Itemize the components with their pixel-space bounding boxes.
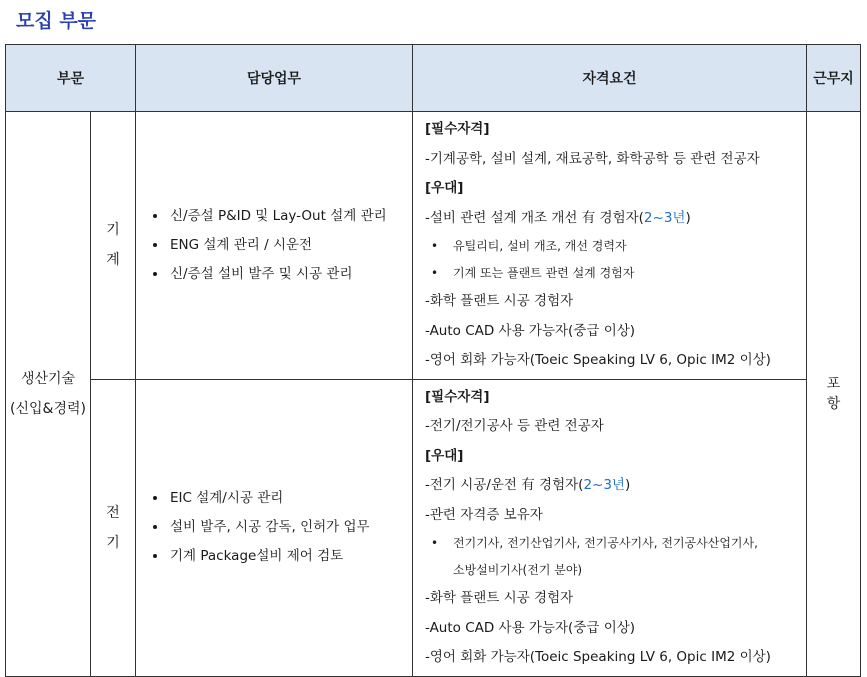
required-item: -기계공학, 설비 설계, 재료공학, 화학공학 등 관련 전공자 — [425, 150, 760, 167]
subdivision-char: 계 — [106, 252, 120, 269]
bullet-icon: • — [431, 536, 439, 550]
duty-item: • ENG 설계 관리 / 시운전 — [168, 231, 412, 260]
required-heading: [필수자격] — [425, 388, 490, 405]
preferred-item: -화학 플랜트 시공 경험자 — [425, 293, 574, 309]
header-requirements: 자격요건 — [413, 45, 807, 112]
preferred-item: -영어 회화 가능자(Toeic Speaking LV 6, Opic IM2 이상) — [425, 649, 771, 665]
preferred-heading: [우대] — [425, 447, 464, 464]
location-char: 포 — [826, 375, 841, 392]
requirements-mechanical — [413, 112, 807, 380]
location-cell — [807, 112, 861, 677]
location-char: 항 — [826, 395, 841, 412]
preferred-subitem: • 전기기사, 전기산업기사, 전기공사기사, 전기공사산업기사, — [425, 530, 806, 557]
required-heading: [필수자격] — [425, 121, 490, 137]
duties-mechanical — [136, 112, 413, 380]
preferred-item: -영어 회화 가능자(Toeic Speaking LV 6, Opic IM2 이상) — [425, 352, 771, 368]
duty-item: • 신/증설 설비 발주 및 시공 관리 — [168, 260, 412, 289]
preferred-item: -설비 관련 설계 개조 개선 有 경험자(2~3년) — [425, 209, 691, 226]
header-location: 근무지 — [807, 45, 861, 112]
page-title: 모집 부문 — [16, 10, 97, 32]
duties-electrical — [136, 379, 413, 676]
requirements-electrical — [413, 379, 807, 676]
header-duties: 담당업무 — [136, 45, 413, 112]
header-division: 부문 — [6, 45, 136, 112]
bullet-icon: • — [431, 266, 439, 280]
division-name: 생산기술 — [20, 370, 76, 387]
division-type: (신입&경력) — [10, 400, 86, 417]
subdivision-mechanical — [91, 112, 136, 380]
preferred-item: -Auto CAD 사용 가능자(중급 이상) — [425, 619, 636, 636]
table-header-row — [6, 45, 861, 112]
preferred-item: -Auto CAD 사용 가능자(중급 이상) — [425, 322, 636, 339]
required-item: -전기/전기공사 등 관련 전공자 — [425, 418, 604, 434]
preferred-item: -관련 자격증 보유자 — [425, 506, 543, 523]
bullet-icon: • — [431, 239, 439, 253]
table-row-mechanical — [6, 112, 861, 380]
preferred-item: -전기 시공/운전 有 경험자(2~3년) — [425, 477, 631, 493]
preferred-subitem: • 기계 또는 플랜트 관련 설계 경험자 — [425, 260, 806, 287]
subdivision-char: 기 — [106, 222, 120, 239]
preferred-subitem-continued: 소방설비기사(전기 분야) — [453, 563, 583, 577]
preferred-item: -화학 플랜트 시공 경험자 — [425, 590, 574, 606]
duty-item: • 설비 발주, 시공 감독, 인허가 업무 — [168, 513, 412, 542]
subdivision-char: 기 — [106, 534, 120, 551]
subdivision-char: 전 — [106, 504, 120, 521]
subdivision-electrical — [91, 379, 136, 676]
duty-item: • 신/증설 P&ID 및 Lay-Out 설계 관리 — [168, 202, 412, 231]
table-row-electrical — [6, 379, 861, 676]
duty-item: • EIC 설계/시공 관리 — [168, 484, 412, 513]
experience-years: 2~3년 — [643, 209, 686, 226]
preferred-heading: [우대] — [425, 180, 464, 196]
division-cell — [6, 112, 91, 677]
recruitment-table — [5, 44, 861, 677]
experience-years: 2~3년 — [583, 477, 625, 493]
duty-item: • 기계 Package설비 제어 검토 — [168, 542, 412, 571]
preferred-subitem: • 유틸리티, 설비 개조, 개선 경력자 — [425, 233, 806, 260]
